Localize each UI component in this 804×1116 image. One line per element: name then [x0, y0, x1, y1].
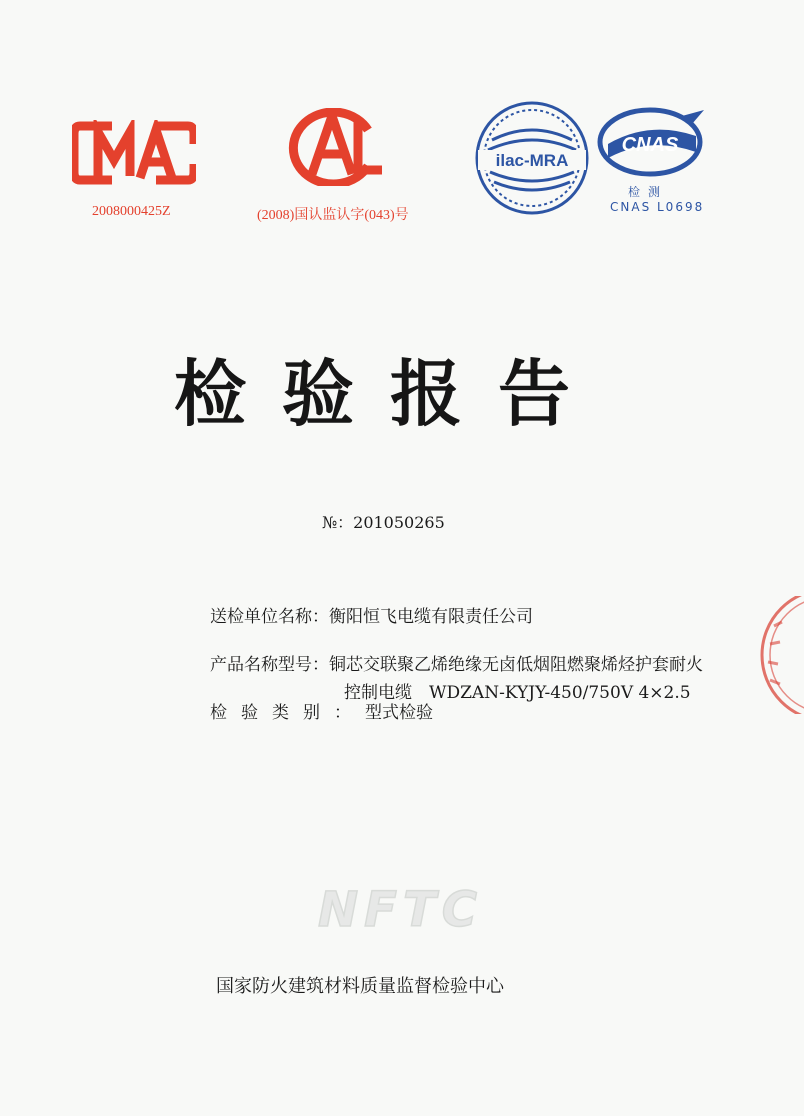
cal-logo [282, 108, 388, 186]
report-title: 检验报告 [173, 352, 606, 436]
cnas-logo [596, 106, 708, 178]
product-field [210, 650, 703, 675]
client-label: 送检单位名称： [210, 607, 329, 627]
cma-code: 2008000425Z [92, 204, 171, 219]
cma-logo [72, 120, 196, 186]
svg-text:CNAS: CNAS [621, 134, 679, 156]
product-value: 铜芯交联聚乙烯绝缘无卤低烟阻燃聚烯烃护套耐火 [329, 655, 703, 675]
ilac-mra-logo [474, 100, 590, 216]
cnas-label: 检测 [628, 185, 669, 199]
client-value: 衡阳恒飞电缆有限责任公司 [329, 607, 533, 627]
issuer-name: 国家防火建筑材料质量监督检验中心 [216, 976, 504, 997]
product-label: 产品名称型号： [210, 655, 329, 675]
report-number: №：201050265 [322, 513, 445, 532]
inspection-type-value: 型式检验 [365, 703, 433, 723]
inspection-type-field [210, 698, 433, 723]
svg-text:ilac-MRA: ilac-MRA [495, 151, 569, 170]
cnas-code: CNAS L0698 [610, 200, 705, 214]
client-field [210, 602, 533, 627]
cal-code: (2008)国认监认字(043)号 [257, 208, 409, 223]
product-value-line2: 控制电缆 WDZAN-KYJY-450/750V 4×2.5 [344, 683, 691, 703]
inspection-type-label: 检验类别： [210, 703, 365, 723]
nftc-watermark: NFTC [318, 882, 483, 938]
seal-stamp-partial [752, 596, 804, 714]
